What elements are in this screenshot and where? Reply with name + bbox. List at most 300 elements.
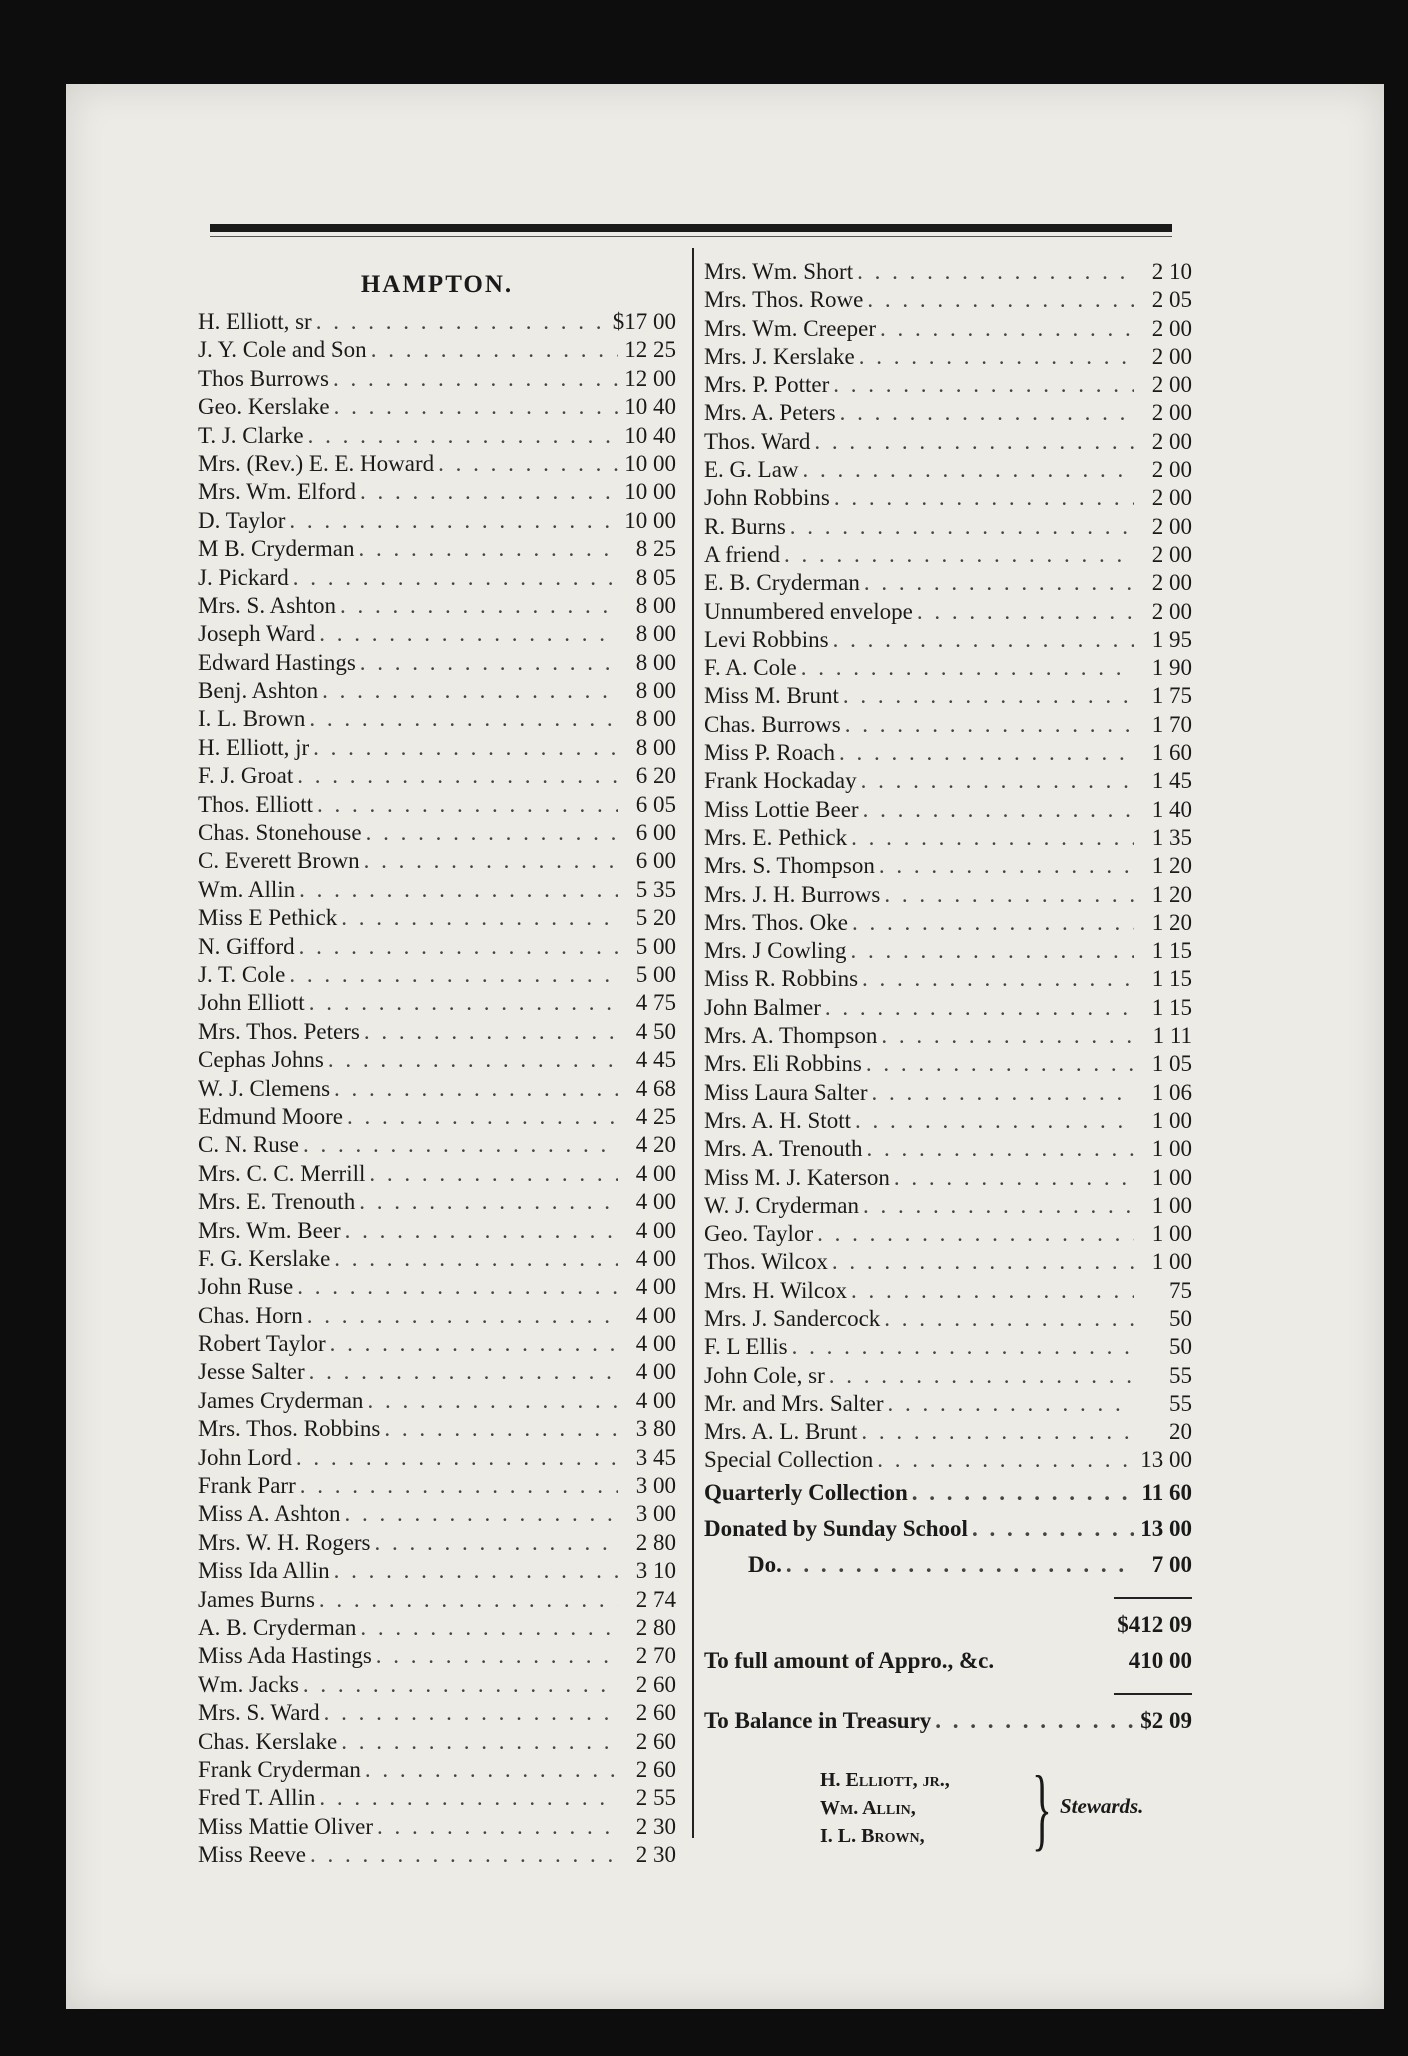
entry-row	[704, 286, 1192, 314]
entry-name: Mrs. S. Ashton	[198, 592, 337, 618]
entry-name: Mrs. A. L. Brunt	[704, 1419, 858, 1445]
entry-amount: 4 00	[635, 1160, 676, 1186]
entry-name: Frank Parr	[198, 1473, 296, 1499]
entry-name: C. N. Ruse	[198, 1132, 299, 1158]
entry-name: Miss M. J. Katerson	[704, 1164, 890, 1190]
leader-dots	[841, 711, 1134, 739]
entry-row	[198, 1728, 676, 1756]
leader-dots	[337, 904, 618, 932]
leader-dots	[372, 1642, 618, 1670]
entry-amount: 1 75	[1151, 683, 1192, 709]
leader-dots	[821, 994, 1134, 1022]
leader-dots	[873, 1446, 1134, 1474]
entry-row	[198, 507, 676, 535]
entry-row	[704, 428, 1192, 456]
entry-row	[198, 904, 676, 932]
entry-row	[198, 1387, 676, 1415]
leader-dots	[312, 308, 613, 336]
steward-name: I. L. Brown,	[820, 1825, 925, 1847]
leader-dots	[782, 1547, 1134, 1583]
entry-row	[198, 535, 676, 563]
entry-amount: 1 95	[1151, 626, 1192, 652]
entry-amount: 5 35	[635, 876, 676, 902]
balance-amount: $2 09	[1140, 1707, 1192, 1733]
entry-amount: 13 00	[1140, 1515, 1192, 1541]
leader-dots	[356, 1614, 618, 1642]
entry-name: Mrs. Thos. Robbins	[198, 1416, 381, 1442]
entry-amount: 10 40	[624, 394, 676, 420]
entry-amount: 8 00	[635, 678, 676, 704]
leader-dots	[847, 1277, 1134, 1305]
entry-amount: 1 00	[1151, 1192, 1192, 1218]
entry-row	[198, 422, 676, 450]
leader-dots	[868, 1079, 1134, 1107]
entry-name: Mrs. Wm. Beer	[198, 1217, 341, 1243]
entry-amount: 1 05	[1151, 1051, 1192, 1077]
entry-amount: 5 00	[635, 933, 676, 959]
entry-amount: 2 60	[635, 1700, 676, 1726]
entry-amount: 2 30	[635, 1842, 676, 1868]
entry-row	[704, 1248, 1192, 1276]
entry-name: Levi Robbins	[704, 626, 829, 652]
entry-name: W. J. Cryderman	[704, 1192, 860, 1218]
entry-name: Mrs. Eli Robbins	[704, 1051, 862, 1077]
entry-amount: 3 00	[635, 1501, 676, 1527]
entry-row	[704, 258, 1192, 286]
entry-row	[198, 847, 676, 875]
entry-row	[704, 541, 1192, 569]
right-entry-list	[704, 258, 1192, 1475]
leader-dots	[299, 1671, 618, 1699]
leader-dots	[315, 620, 618, 648]
entry-name: Miss Ida Allin	[198, 1558, 330, 1584]
entry-row	[198, 1075, 676, 1103]
leader-dots	[931, 1703, 1134, 1739]
leader-dots	[341, 1500, 618, 1528]
entry-name: J. T. Cole	[198, 961, 286, 987]
entry-row	[198, 450, 676, 478]
entry-amount: 2 00	[1151, 570, 1192, 596]
entry-name: Frank Hockaday	[704, 768, 857, 794]
leader-dots	[839, 682, 1134, 710]
entry-name: Mrs. Thos. Oke	[704, 909, 848, 935]
entry-amount: 5 20	[635, 905, 676, 931]
entry-row	[198, 620, 676, 648]
leader-dots	[361, 1756, 618, 1784]
entry-name: Mrs. Thos. Rowe	[704, 287, 864, 313]
entry-row	[704, 1305, 1192, 1333]
entry-row	[704, 739, 1192, 767]
entry-amount: 2 00	[1151, 541, 1192, 567]
entry-name: Robert Taylor	[198, 1331, 326, 1357]
entry-name: F. L Ellis	[704, 1334, 788, 1360]
entry-amount: 3 10	[635, 1558, 676, 1584]
entry-name: Quarterly Collection	[704, 1479, 908, 1505]
entry-row	[198, 1245, 676, 1273]
leader-dots	[299, 1131, 618, 1159]
entry-amount: 6 00	[635, 820, 676, 846]
entry-name: F. J. Groat	[198, 763, 294, 789]
entry-name: Miss M. Brunt	[704, 683, 839, 709]
entry-name: T. J. Clarke	[198, 422, 304, 448]
entry-row	[198, 1046, 676, 1074]
entry-row	[704, 371, 1192, 399]
leader-dots	[810, 428, 1134, 456]
entry-row	[704, 1390, 1192, 1418]
entry-name: M B. Cryderman	[198, 536, 355, 562]
entry-amount: 20	[1169, 1419, 1192, 1445]
leader-dots	[341, 1217, 618, 1245]
entry-name: Mrs. Thos. Peters	[198, 1018, 360, 1044]
leader-dots	[330, 1245, 618, 1273]
entry-name: J. Pickard	[198, 564, 289, 590]
entry-amount: 4 50	[635, 1018, 676, 1044]
entry-amount: 2 80	[635, 1529, 676, 1555]
entry-name: Geo. Taylor	[704, 1221, 814, 1247]
entry-name: Chas. Horn	[198, 1302, 303, 1328]
entry-name: I. L. Brown	[198, 706, 306, 732]
entry-amount: 4 00	[635, 1189, 676, 1215]
entry-row	[198, 393, 676, 421]
entry-amount: 1 15	[1151, 994, 1192, 1020]
entry-amount: 55	[1169, 1362, 1192, 1388]
balance-label: To Balance in Treasury	[704, 1707, 932, 1733]
steward-name: H. Elliott, jr.,	[820, 1769, 950, 1791]
entry-amount: 1 00	[1151, 1164, 1192, 1190]
entry-row	[704, 937, 1192, 965]
entry-amount: 1 90	[1151, 655, 1192, 681]
leader-dots	[295, 876, 618, 904]
entry-amount: 4 00	[635, 1331, 676, 1357]
entry-row	[704, 1511, 1192, 1547]
leader-dots	[356, 478, 618, 506]
entry-row	[704, 1547, 1192, 1583]
entry-name: N. Gifford	[198, 933, 295, 959]
entry-row	[704, 1164, 1192, 1192]
entry-amount: 3 45	[635, 1444, 676, 1470]
leader-dots	[855, 343, 1134, 371]
entry-name: John Balmer	[704, 994, 821, 1020]
leader-dots	[289, 564, 618, 592]
entry-amount: 2 00	[1151, 513, 1192, 539]
leader-dots	[863, 286, 1134, 314]
leader-dots	[355, 535, 618, 563]
leader-dots	[880, 1305, 1134, 1333]
entry-name: Chas. Burrows	[704, 711, 841, 737]
leader-dots	[847, 937, 1135, 965]
leader-dots	[318, 677, 618, 705]
balance-rule	[1114, 1693, 1192, 1695]
entry-amount: 3 00	[635, 1473, 676, 1499]
entry-amount: 1 00	[1151, 1221, 1192, 1247]
leader-dots	[799, 456, 1134, 484]
entry-row	[704, 1079, 1192, 1107]
entry-row	[704, 1475, 1192, 1511]
leader-dots	[851, 1107, 1134, 1135]
leader-dots	[835, 739, 1134, 767]
leader-dots	[373, 1813, 618, 1841]
entry-amount: 50	[1169, 1334, 1192, 1360]
entry-amount: 1 20	[1151, 853, 1192, 879]
entry-row	[198, 1841, 676, 1869]
entry-amount: 12 25	[624, 337, 676, 363]
entry-row	[704, 456, 1192, 484]
top-rule	[210, 224, 1172, 232]
entry-amount: 2 60	[635, 1756, 676, 1782]
entry-amount: 75	[1169, 1277, 1192, 1303]
entry-row	[704, 626, 1192, 654]
entry-name: Mrs. A. Peters	[704, 400, 836, 426]
entry-amount: 8 00	[635, 592, 676, 618]
leader-dots	[292, 1444, 618, 1472]
leader-dots	[862, 1050, 1134, 1078]
leader-dots	[293, 1273, 618, 1301]
entry-row	[198, 933, 676, 961]
entry-row	[198, 1217, 676, 1245]
entry-name: Miss A. Ashton	[198, 1501, 341, 1527]
entry-row	[704, 399, 1192, 427]
leader-dots	[313, 791, 618, 819]
leader-dots	[296, 1472, 618, 1500]
entry-row	[704, 1050, 1192, 1078]
column-divider	[692, 248, 694, 1838]
entry-name: John Robbins	[704, 485, 830, 511]
entry-amount: 1 15	[1151, 938, 1192, 964]
entry-amount: 2 00	[1151, 485, 1192, 511]
entry-amount: 4 68	[635, 1075, 676, 1101]
leader-dots	[295, 933, 618, 961]
top-rule-thin	[210, 236, 1172, 237]
leader-dots	[786, 513, 1134, 541]
entry-row	[198, 1586, 676, 1614]
entry-name: Thos. Wilcox	[704, 1249, 828, 1275]
entry-amount: 1 45	[1151, 768, 1192, 794]
entry-row	[198, 1813, 676, 1841]
entry-amount: 12 00	[624, 365, 676, 391]
section-heading: HAMPTON.	[360, 271, 514, 298]
entry-name: W. J. Clemens	[198, 1075, 331, 1101]
entry-amount: 55	[1169, 1390, 1192, 1416]
left-column	[198, 262, 676, 1869]
entry-row	[198, 365, 676, 393]
grand-total-amount: $412 09	[1117, 1611, 1192, 1637]
entry-amount: 1 00	[1151, 1136, 1192, 1162]
entry-name: Mrs. Wm. Elford	[198, 479, 357, 505]
leader-dots	[853, 258, 1134, 286]
entry-name: Mrs. E. Pethick	[704, 824, 848, 850]
leader-dots	[858, 965, 1134, 993]
entry-name: Edmund Moore	[198, 1103, 344, 1129]
entry-amount: 2 10	[1151, 259, 1192, 284]
leader-dots	[884, 1390, 1134, 1418]
leader-dots	[336, 592, 618, 620]
leader-dots	[365, 1160, 618, 1188]
entry-name: E. G. Law	[704, 457, 799, 483]
leader-dots	[360, 1018, 618, 1046]
entry-name: Miss Mattie Oliver	[198, 1813, 374, 1839]
entry-name: James Burns	[198, 1586, 315, 1612]
entry-amount: 1 06	[1151, 1079, 1192, 1105]
leader-dots	[380, 1415, 618, 1443]
entry-name: Mrs. J. Sandercock	[704, 1305, 881, 1331]
leader-dots	[847, 824, 1134, 852]
entry-row	[198, 1784, 676, 1812]
entry-amount: 2 00	[1151, 457, 1192, 483]
leader-dots	[343, 1103, 618, 1131]
leader-dots	[860, 569, 1134, 597]
entry-row	[704, 513, 1192, 541]
leader-dots	[330, 393, 618, 421]
leader-dots	[829, 626, 1134, 654]
entry-name: Mrs. Wm. Short	[704, 259, 854, 284]
entry-name: Mrs. W. H. Rogers	[198, 1529, 371, 1555]
entry-row	[198, 1756, 676, 1784]
leader-dots	[315, 1784, 618, 1812]
stewards-label: Stewards.	[1060, 1794, 1144, 1818]
entry-name: John Lord	[198, 1444, 292, 1470]
entry-name: H. Elliott, jr	[198, 734, 310, 760]
entry-name: Mrs. A. Trenouth	[704, 1136, 863, 1162]
entry-row	[704, 1135, 1192, 1163]
leader-dots	[877, 1022, 1134, 1050]
collections-list	[704, 1475, 1192, 1583]
entry-name: John Elliott	[198, 990, 305, 1016]
entry-row	[198, 336, 676, 364]
entry-amount: 2 05	[1151, 287, 1192, 313]
entry-name: John Ruse	[198, 1274, 294, 1300]
entry-amount: 6 20	[635, 763, 676, 789]
entry-amount: 10 00	[624, 507, 676, 533]
brace-glyph: }	[1032, 1757, 1052, 1859]
entry-row	[198, 791, 676, 819]
entry-amount: 2 00	[1151, 372, 1192, 398]
entry-amount: 10 40	[624, 422, 676, 448]
entry-amount: 4 20	[635, 1132, 676, 1158]
leader-dots	[337, 1728, 618, 1756]
entry-amount: 4 00	[635, 1359, 676, 1385]
entry-row	[198, 1103, 676, 1131]
entry-amount: 2 55	[635, 1785, 676, 1811]
leader-dots	[908, 1475, 1134, 1511]
entry-row	[704, 767, 1192, 795]
leader-dots	[355, 1188, 618, 1216]
entry-amount: 10 00	[624, 450, 676, 476]
entry-name: Joseph Ward	[198, 621, 316, 647]
entry-row	[198, 1358, 676, 1386]
entry-amount: 13 00	[1140, 1447, 1192, 1473]
entry-name: Mrs. J. H. Burrows	[704, 881, 881, 907]
leader-dots	[797, 654, 1134, 682]
entry-name: C. Everett Brown	[198, 848, 360, 874]
leader-dots	[306, 1841, 618, 1869]
entry-row	[198, 1529, 676, 1557]
leader-dots	[857, 767, 1134, 795]
entry-row	[704, 824, 1192, 852]
leader-dots	[788, 1333, 1134, 1361]
entry-row	[198, 1671, 676, 1699]
entry-name: Miss P. Roach	[704, 740, 835, 766]
entry-row	[198, 1131, 676, 1159]
entry-name: Mrs. J Cowling	[704, 938, 847, 964]
entry-name: Miss E Pethick	[198, 905, 338, 931]
entry-row	[198, 1472, 676, 1500]
entry-row	[198, 705, 676, 733]
leader-dots	[360, 847, 618, 875]
entry-name: Mrs. S. Ward	[198, 1700, 320, 1726]
entry-row	[198, 876, 676, 904]
entry-name: Mrs. C. C. Merrill	[198, 1160, 366, 1186]
entry-amount: 8 00	[635, 621, 676, 647]
entry-row	[704, 1022, 1192, 1050]
entry-amount: 4 75	[635, 990, 676, 1016]
entry-name: Edward Hastings	[198, 649, 356, 675]
leader-dots	[434, 450, 618, 478]
leader-dots	[828, 1248, 1134, 1276]
entry-amount: 4 00	[635, 1274, 676, 1300]
entry-name: Mrs. S. Thompson	[704, 853, 875, 879]
entry-name: Benj. Ashton	[198, 678, 319, 704]
entry-name: Mrs. P. Potter	[704, 372, 830, 398]
entry-amount: 2 00	[1151, 343, 1192, 369]
entry-row	[704, 852, 1192, 880]
right-column	[704, 258, 1192, 1739]
leader-dots	[362, 819, 618, 847]
entry-row	[704, 1446, 1192, 1474]
leader-dots	[326, 1330, 618, 1358]
entry-row	[198, 308, 676, 336]
entry-row	[198, 478, 676, 506]
entry-amount: 1 00	[1151, 1249, 1192, 1275]
entry-row	[198, 592, 676, 620]
leader-dots	[813, 1220, 1134, 1248]
leader-dots	[968, 1511, 1134, 1547]
entry-amount: 4 00	[635, 1217, 676, 1243]
entry-row	[198, 1018, 676, 1046]
leader-dots	[780, 541, 1134, 569]
entry-row	[198, 989, 676, 1017]
leader-dots	[890, 1164, 1134, 1192]
entry-name: Mrs. A. H. Stott	[704, 1107, 851, 1133]
entry-name: John Cole, sr	[704, 1362, 825, 1388]
entry-name: F. A. Cole	[704, 655, 797, 681]
entry-row	[198, 762, 676, 790]
entry-amount: 2 30	[635, 1813, 676, 1839]
entry-amount: 8 25	[635, 536, 676, 562]
entry-row	[198, 564, 676, 592]
leader-dots	[836, 399, 1134, 427]
leader-dots	[913, 598, 1134, 626]
entry-name: D. Taylor	[198, 507, 286, 533]
entry-name: Frank Cryderman	[198, 1756, 361, 1782]
leader-dots	[305, 705, 618, 733]
leader-dots	[329, 365, 618, 393]
entry-row	[704, 1107, 1192, 1135]
entry-amount: 4 00	[635, 1387, 676, 1413]
entry-row	[704, 711, 1192, 739]
balance-row	[704, 1703, 1192, 1739]
entry-amount: 1 20	[1151, 909, 1192, 935]
entry-row	[704, 796, 1192, 824]
leader-dots	[859, 796, 1134, 824]
entry-row	[704, 881, 1192, 909]
entry-amount: 3 80	[635, 1416, 676, 1442]
entry-name: Mrs. Wm. Creeper	[704, 315, 877, 341]
entry-row	[704, 965, 1192, 993]
entry-amount: 1 60	[1151, 740, 1192, 766]
leader-dots	[305, 989, 618, 1017]
entry-name: Miss Ada Hastings	[198, 1643, 372, 1669]
entry-row	[704, 1277, 1192, 1305]
